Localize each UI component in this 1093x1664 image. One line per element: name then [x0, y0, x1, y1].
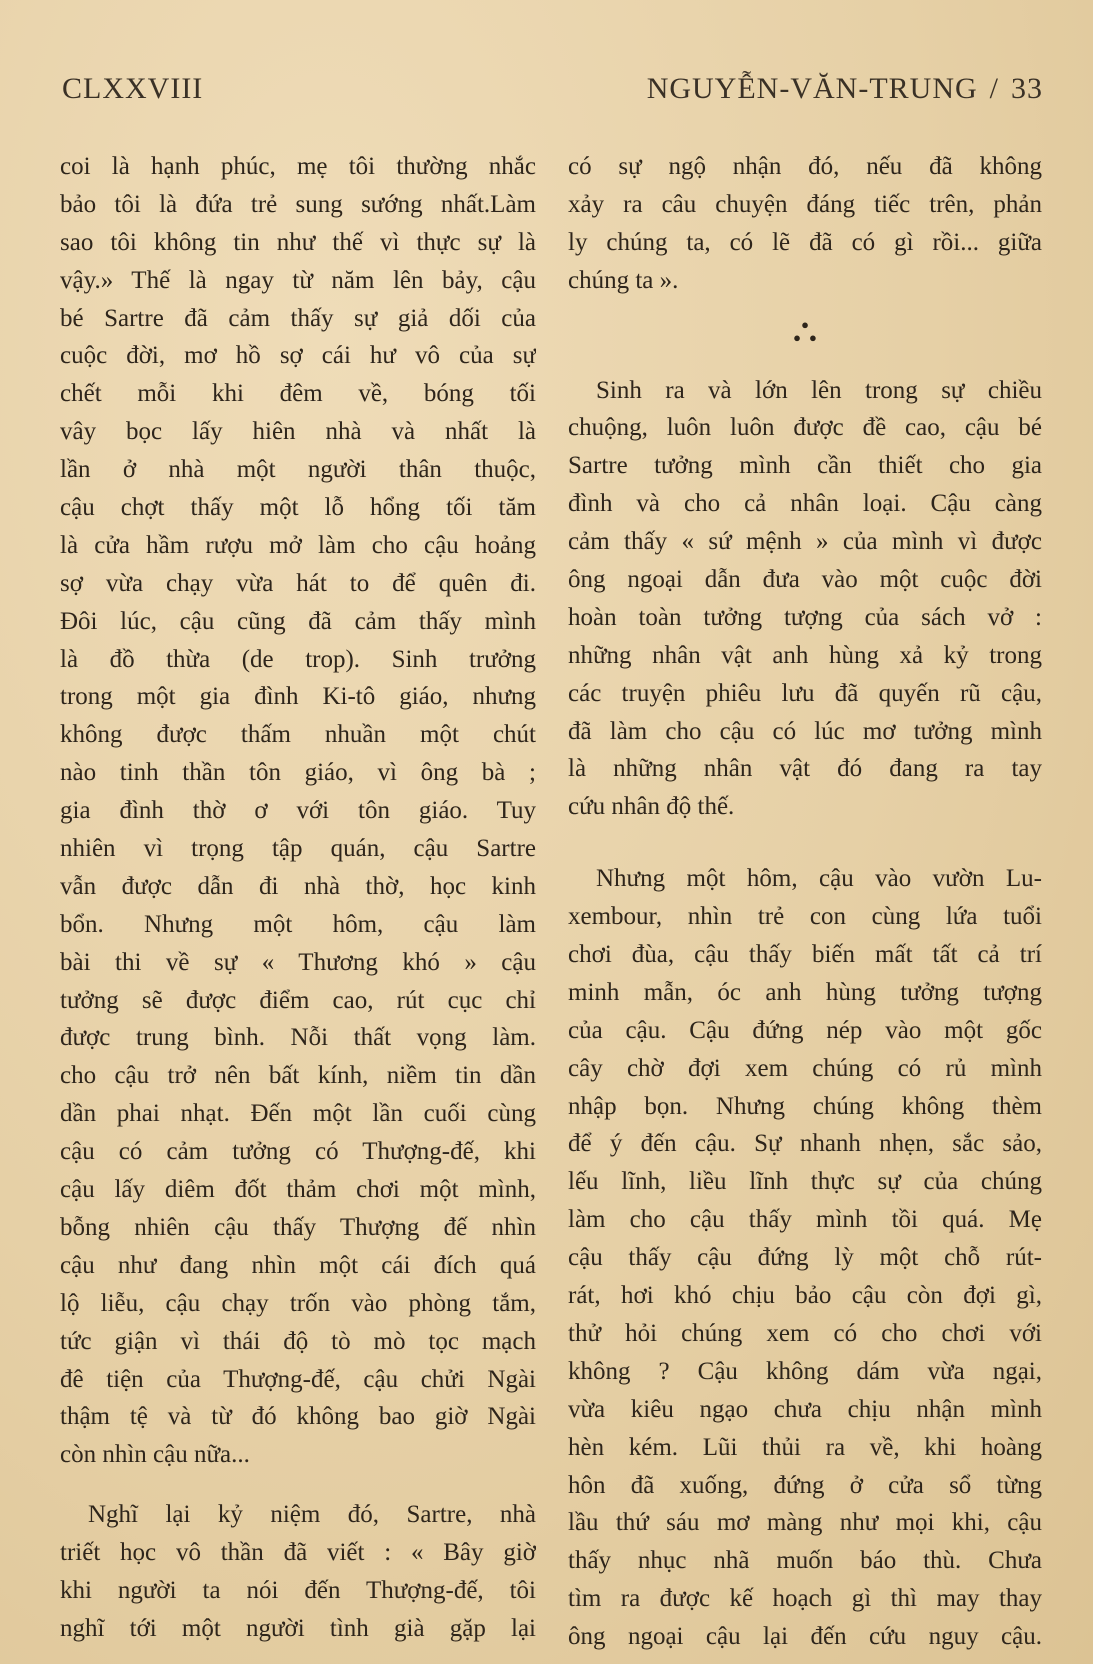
text-line: coi là hạnh phúc, mẹ tôi thường nhắc — [60, 153, 536, 180]
text-line: chúng ta ». — [568, 266, 679, 294]
text-line: hèn kém. Lũi thủi ra về, khi hoàng — [568, 1433, 1042, 1461]
header-author-title: NGUYỄN-VĂN-TRUNG — [646, 72, 978, 105]
text-line: những nhân vật anh hùng xả kỷ trong — [568, 641, 1042, 669]
text-line: triết học vô thần đã viết : « Bây giờ — [60, 1539, 536, 1567]
text-line: chết mỗi khi đêm về, bóng tối — [60, 380, 536, 408]
text-line: cậu lấy diêm đốt thảm chơi một mình, — [60, 1176, 536, 1204]
text-line: thấy nhục nhã muốn báo thù. Chưa — [568, 1547, 1042, 1575]
text-line: Nhưng một hôm, cậu vào vườn Lu- — [596, 865, 1042, 893]
text-line: là những nhân vật đó đang ra tay — [568, 755, 1042, 783]
text-line: chuộng, luôn luôn được đề cao, cậu bé — [568, 414, 1042, 442]
text-line: xembour, nhìn trẻ con cùng lứa tuổi — [568, 903, 1042, 931]
text-line: nghĩ tới một người tình già gặp lại — [60, 1614, 536, 1642]
text-line: đê tiện của Thượng-đế, cậu chửi Ngài — [60, 1365, 536, 1393]
text-line: là đồ thừa (de trop). Sinh trưởng — [60, 645, 536, 673]
page-number: 33 — [1011, 72, 1043, 105]
text-line: xảy ra câu chuyện đáng tiếc trên, phản — [568, 190, 1042, 218]
text-line: chơi đùa, cậu thấy biến mất tất cả trí — [568, 941, 1042, 969]
text-line: bổn. Nhưng một hôm, cậu làm — [60, 910, 536, 938]
text-line: tức giận vì thái độ tò mò tọc mạch — [60, 1327, 536, 1355]
header-separator: / — [989, 72, 999, 105]
text-line: là cửa hầm rượu mở làm cho cậu hoảng — [60, 531, 536, 559]
text-line: các truyện phiêu lưu đã quyến rũ cậu, — [568, 679, 1042, 707]
text-line: Sartre tưởng mình cần thiết cho gia — [568, 452, 1042, 480]
text-line: cậu như đang nhìn một cái đích quá — [60, 1251, 536, 1279]
header-title-group — [647, 72, 1043, 106]
text-line: của cậu. Cậu đứng nép vào một gốc — [568, 1016, 1042, 1044]
text-line: cảm thấy « sứ mệnh » của mình vì được — [568, 528, 1042, 556]
paragraph-gap — [60, 1474, 536, 1496]
text-line: tưởng sẽ được điểm cao, rút cục chỉ — [60, 986, 536, 1014]
text-line: đình và cho cả nhân loại. Cậu càng — [568, 490, 1042, 518]
text-line: ông ngoại dẫn đưa vào một cuộc đời — [568, 566, 1042, 594]
text-line: bài thi về sự « Thương khó » cậu — [60, 948, 536, 976]
text-line: cuộc đời, mơ hồ sợ cái hư vô của sự — [60, 342, 536, 370]
text-line: để ý đến cậu. Sự nhanh nhẹn, sắc sảo, — [568, 1130, 1042, 1158]
text-line: cậu có cảm tưởng có Thượng-đế, khi — [60, 1138, 536, 1166]
text-line: còn nhìn cậu nữa... — [60, 1441, 250, 1469]
text-line: gia đình thờ ơ với tôn giáo. Tuy — [60, 797, 536, 825]
section-break-ornament: ● ●● — [793, 316, 825, 345]
text-line: Sinh ra và lớn lên trong sự chiều — [596, 376, 1042, 404]
text-line: làm cho cậu thấy mình tồi quá. Mẹ — [568, 1206, 1042, 1234]
running-header — [62, 72, 1043, 112]
text-line: bé Sartre đã cảm thấy sự giả dối của — [60, 304, 536, 332]
text-line: cậu chợt thấy một lỗ hổng tối tăm — [60, 494, 536, 522]
text-line: thử hỏi chúng xem có cho chơi với — [568, 1319, 1042, 1347]
text-line: lần ở nhà một người thân thuộc, — [60, 456, 536, 484]
text-line: lầu thứ sáu mơ màng như mọi khi, cậu — [568, 1509, 1042, 1537]
text-line: tìm ra được kế hoạch gì thì may thay — [568, 1585, 1042, 1613]
text-line: vậy.» Thế là ngay từ năm lên bảy, cậu — [60, 266, 536, 294]
text-line: bảo tôi là đứa trẻ sung sướng nhất.Làm — [60, 190, 536, 218]
text-line: nhiên vì trọng tập quán, cậu Sartre — [60, 835, 536, 863]
text-line: khi người ta nói đến Thượng-đế, tôi — [60, 1576, 536, 1604]
left-column — [60, 148, 536, 1648]
header-roman-numeral: CLXXVIII — [62, 72, 204, 105]
text-line: không được thấm nhuần một chút — [60, 721, 536, 749]
text-line: vây bọc lấy hiên nhà và nhất là — [60, 418, 536, 446]
text-line: ly chúng ta, có lẽ đã có gì rồi... giữa — [568, 228, 1042, 256]
text-line: lộ liễu, cậu chạy trốn vào phòng tắm, — [60, 1289, 536, 1317]
right-column — [568, 148, 1042, 1656]
text-line: nào tinh thần tôn giáo, vì ông bà ; — [60, 759, 536, 787]
text-line: vẫn được dẫn đi nhà thờ, học kinh — [60, 872, 536, 900]
text-line: hôn đã xuống, đứng ở cửa sổ từng — [568, 1471, 1042, 1499]
text-line: được trung bình. Nỗi thất vọng làm. — [60, 1024, 536, 1052]
text-line: đã làm cho cậu có lúc mơ tưởng mình — [568, 717, 1042, 745]
text-line: Nghĩ lại kỷ niệm đó, Sartre, nhà — [88, 1501, 536, 1529]
text-line: trong một gia đình Ki-tô giáo, nhưng — [60, 683, 536, 711]
text-line: cho cậu trở nên bất kính, niềm tin dần — [60, 1062, 536, 1090]
text-line: dần phai nhạt. Đến một lần cuối cùng — [60, 1100, 536, 1128]
text-line: không ? Cậu không dám vừa ngại, — [568, 1357, 1042, 1385]
text-line: cứu nhân độ thế. — [568, 793, 735, 821]
text-line: bỗng nhiên cậu thấy Thượng đế nhìn — [60, 1213, 536, 1241]
text-line: có sự ngộ nhận đó, nếu đã không — [568, 153, 1042, 180]
text-line: cậu thấy cậu đứng lỳ một chỗ rút- — [568, 1244, 1042, 1272]
text-line: Đôi lúc, cậu cũng đã cảm thấy mình — [60, 607, 536, 635]
text-line: ông ngoại cậu lại đến cứu nguy cậu. — [568, 1623, 1042, 1651]
text-line: rát, hơi khó chịu bảo cậu còn đợi gì, — [568, 1282, 1042, 1310]
text-line: sao tôi không tin như thế vì thực sự là — [60, 228, 536, 256]
text-line: lếu lĩnh, liều lĩnh thực sự của chúng — [568, 1168, 1042, 1196]
text-line: hoàn toàn tưởng tượng của sách vở : — [568, 603, 1042, 631]
text-line: nhập bọn. Nhưng chúng không thèm — [568, 1092, 1042, 1120]
paragraph-gap — [568, 826, 1042, 860]
text-line: sợ vừa chạy vừa hát to để quên đi. — [60, 569, 536, 597]
text-line: thậm tệ và từ đó không bao giờ Ngài — [60, 1403, 536, 1431]
text-line: cây chờ đợi xem chúng có rủ mình — [568, 1054, 1042, 1082]
text-line: vừa kiêu ngạo chưa chịu nhận mình — [568, 1395, 1042, 1423]
text-line: minh mẫn, óc anh hùng tưởng tượng — [568, 978, 1042, 1006]
